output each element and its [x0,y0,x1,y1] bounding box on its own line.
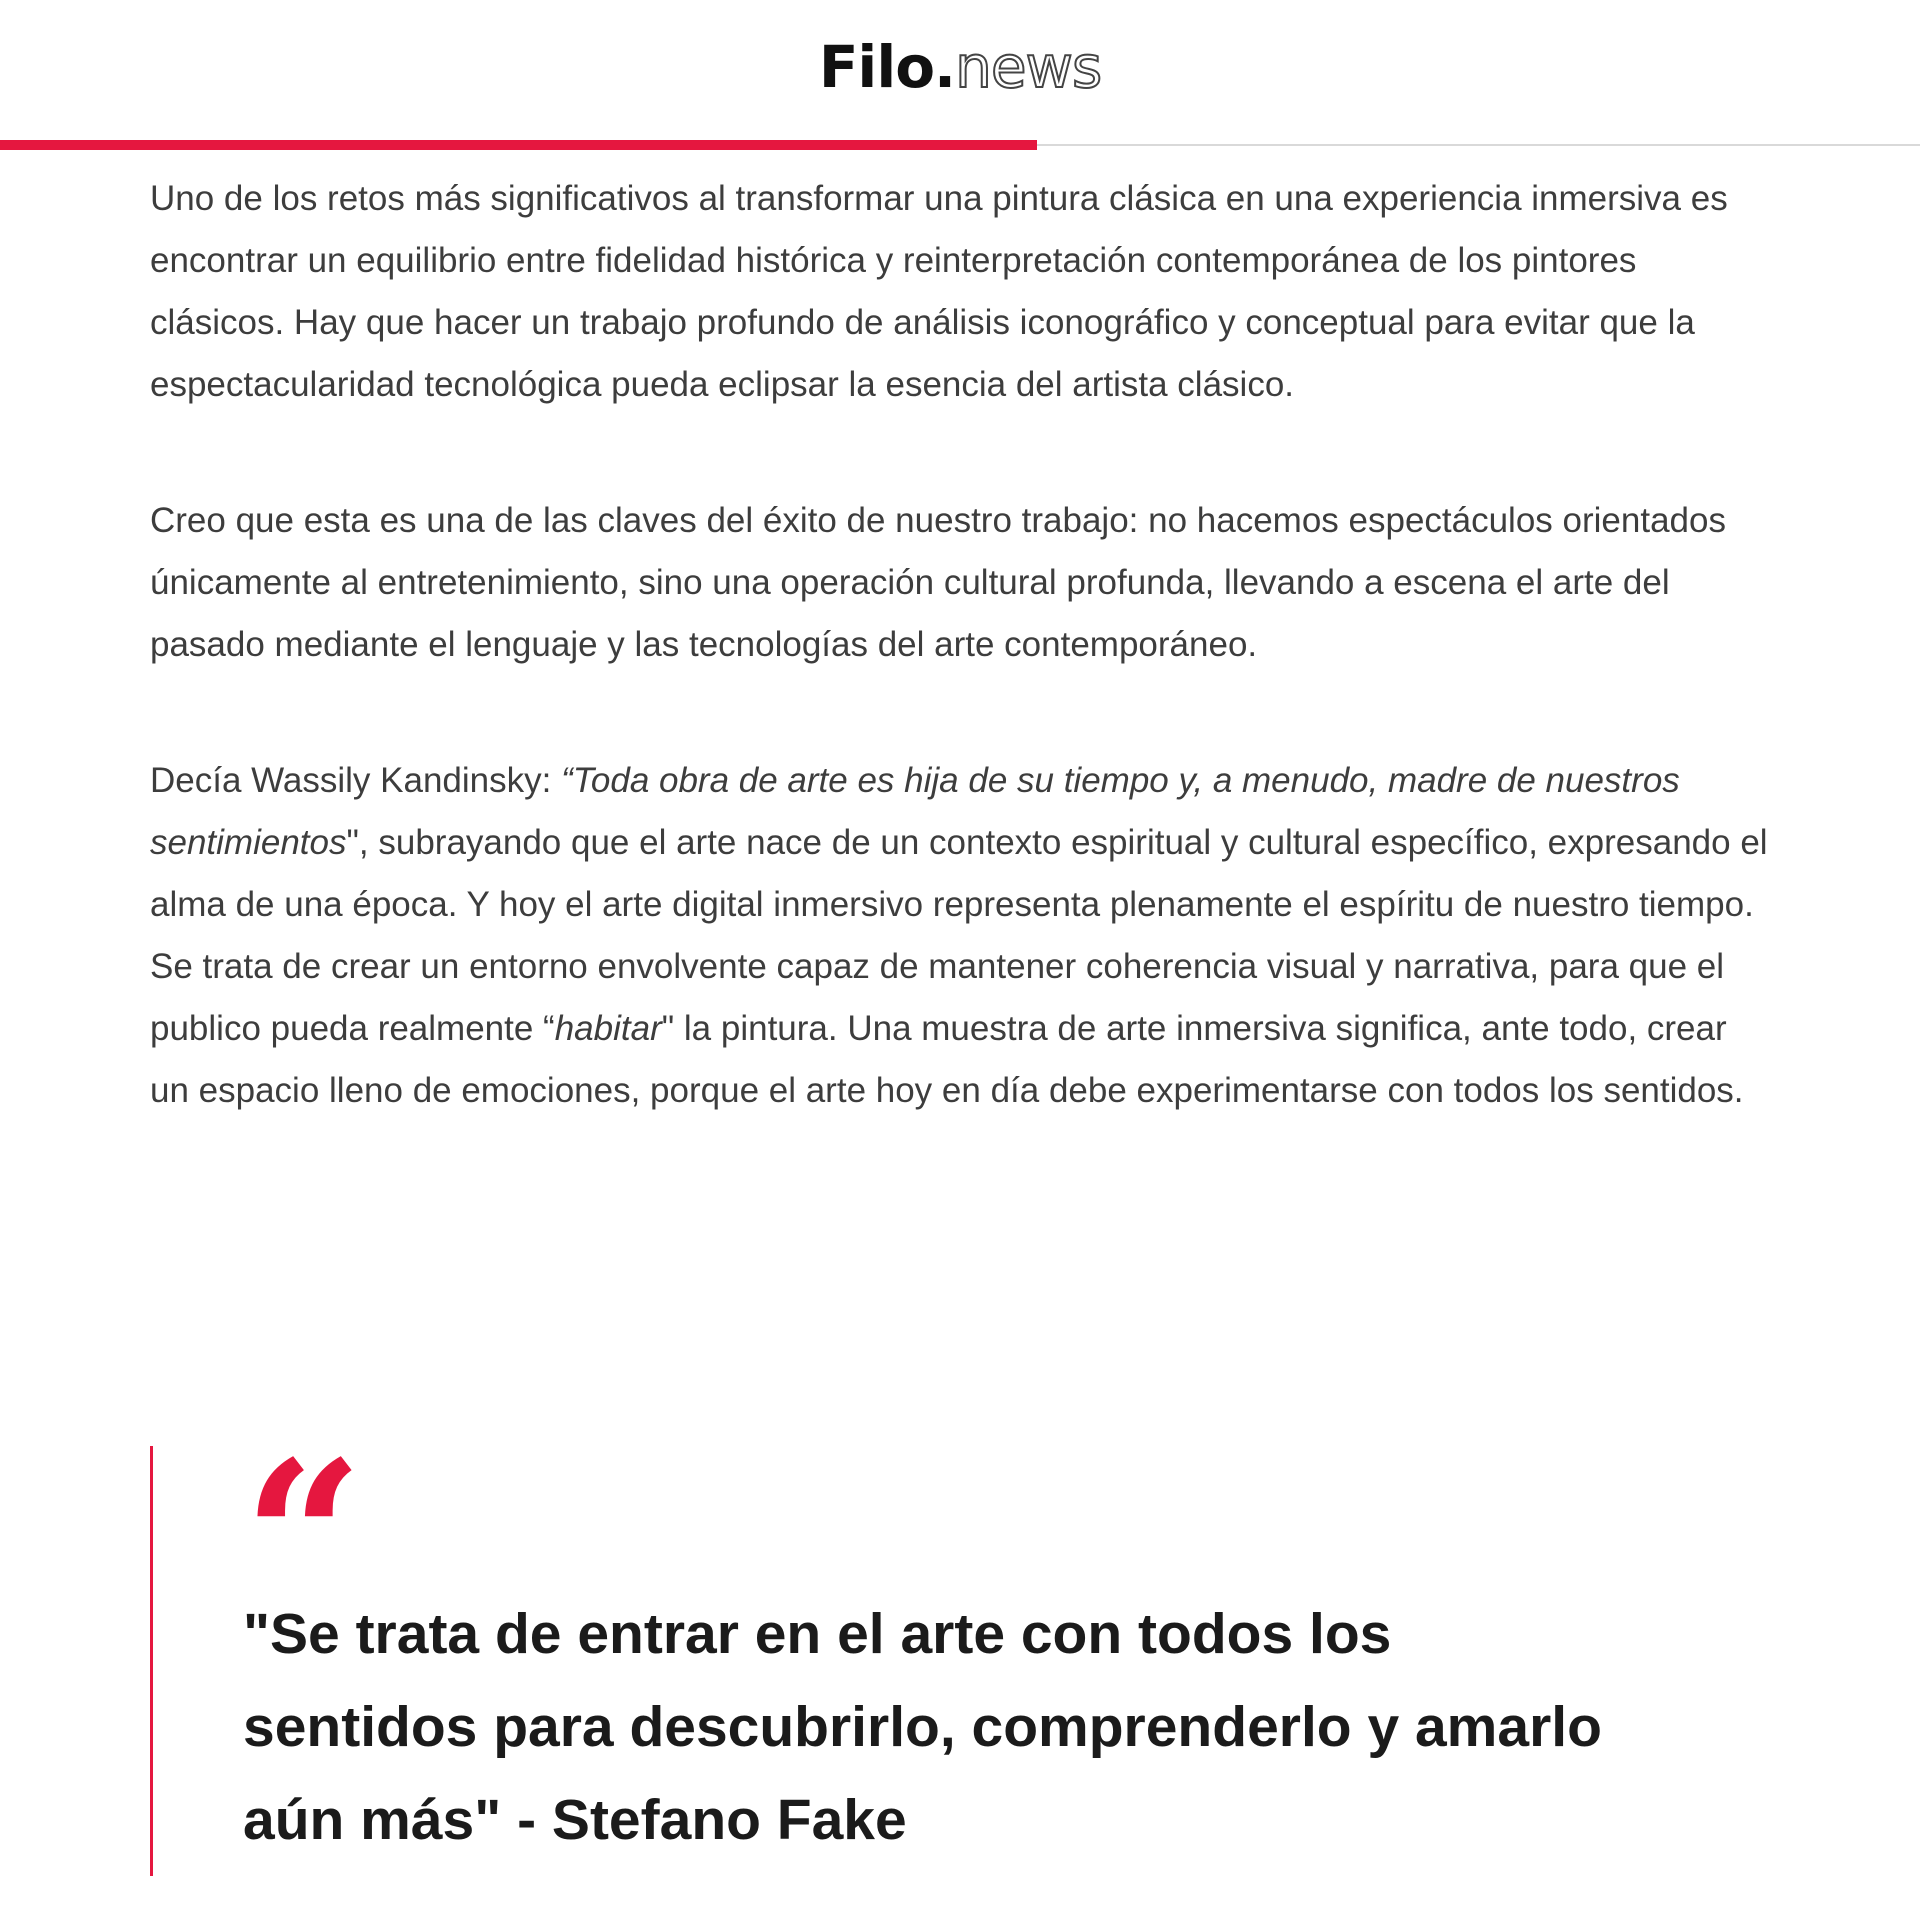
article-paragraph [150,490,1770,676]
article-paragraph [150,168,1770,416]
paragraph-text: Creo que esta es una de las claves del éxito de nuestro trabajo: no hacemos espectáculos orientados únicamente al entretenimiento, sino una operación cultural profunda, llevando a escena el arte del pasado mediante el lenguaje y las tecnologías del arte contemporáneo. [150,501,1726,664]
article-paragraph [150,750,1770,1122]
reading-progress-bar [0,140,1037,150]
article-body [150,168,1770,1196]
paragraph-text: ", subrayando que el arte nace de un contexto espiritual y cultural específico, expresando el alma de una época. Y hoy el arte digital inmersivo representa plenamente el espíritu de nuestro tiempo. Se trata de crear un entorno envolvente capaz de mantener coherencia visual y narrativa, para que el publico pueda realmente “ [150,823,1768,1048]
italic-text: “Toda obra de arte es hija de su tiempo y, a menudo, madre de nuestros sentimientos [150,761,1680,862]
reading-progress-track [0,144,1920,146]
site-logo[interactable] [0,30,1920,104]
paragraph-text: " la pintura. Una muestra de arte inmersiva significa, ante todo, crear un espacio lleno de emociones, porque el arte hoy en día debe experimentarse con todos los sentidos. [150,1009,1744,1110]
italic-text: habitar [554,1009,662,1048]
pull-quote-text: "Se trata de entrar en el arte con todos los sentidos para descubrirlo, comprenderlo y amarlo aún más" - Stefano Fake [243,1602,1602,1852]
paragraph-text: Decía Wassily Kandinsky: [150,761,562,800]
pull-quote [150,1415,1713,1876]
logo-main-text: Filo. [818,33,956,101]
logo-link[interactable] [819,33,1101,101]
logo-accent-text: news [955,33,1102,101]
quote-mark-icon: “ [243,1415,364,1662]
paragraph-text: Uno de los retos más significativos al transformar una pintura clásica en una experiencia inmersiva es encontrar un equilibrio entre fidelidad histórica y reinterpretación contemporánea de los pintores clásicos. Hay que hacer un trabajo profundo de análisis iconográfico y conceptual para evitar que la espectacularidad tecnológica pueda eclipsar la esencia del artista clásico. [150,179,1728,404]
site-header [0,0,1920,146]
